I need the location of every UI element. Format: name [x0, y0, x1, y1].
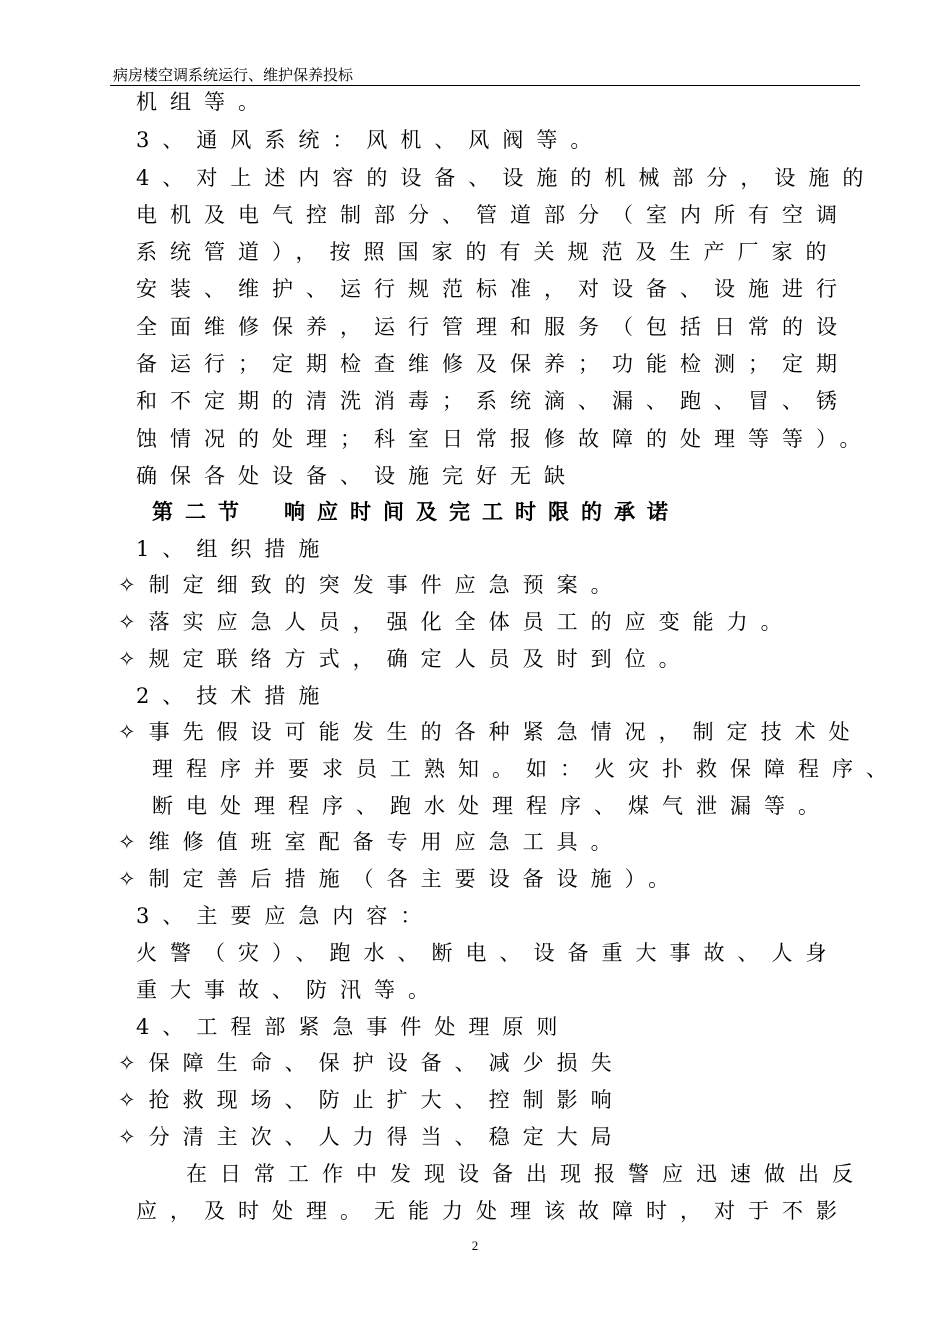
- text-line: 安装、维护、运行规范标准，对设备、设施进行: [136, 277, 850, 301]
- text-line: 理程序并要求员工熟知。如：火灾扑救保障程序、: [152, 757, 900, 781]
- page-number: 2: [471, 1238, 479, 1253]
- text-line: 1、组织措施: [136, 537, 333, 561]
- bullet-item: ✧事先假设可能发生的各种紧急情况，制定技术处: [118, 720, 863, 744]
- bullet-item: ✧制定细致的突发事件应急预案。: [118, 573, 625, 597]
- bullet-item: ✧分清主次、人力得当、稳定大局: [118, 1125, 625, 1149]
- text-line: 3、通风系统：风机、风阀等。: [136, 128, 605, 152]
- bullet-item: ✧保障生命、保护设备、减少损失: [118, 1051, 625, 1075]
- text-line: 4、工程部紧急事件处理原则: [136, 1015, 571, 1039]
- bullet-item: ✧落实应急人员，强化全体员工的应变能力。: [118, 610, 795, 634]
- text-line: 在日常工作中发现设备出现报警应迅速做出反: [186, 1162, 866, 1186]
- text-line: 蚀情况的处理；科室日常报修故障的处理等等）。: [136, 427, 874, 451]
- text-line: 3、主要应急内容：: [136, 904, 435, 928]
- text-line: 和不定期的清洗消毒；系统滴、漏、跑、冒、锈: [136, 389, 850, 413]
- text-line: 4、对上述内容的设备、设施的机械部分，设施的: [136, 166, 877, 190]
- text-line: 机组等。: [136, 90, 272, 114]
- text-line: 火警（灾）、跑水、断电、设备重大事故、人身: [136, 941, 840, 965]
- text-line: 确保各处设备、设施完好无缺: [136, 464, 578, 488]
- section-heading: 第二节 响应时间及完工时限的承诺: [152, 499, 680, 524]
- header-rule: [110, 85, 860, 86]
- text-line: 电机及电气控制部分、管道部分（室内所有空调: [136, 203, 850, 227]
- document-header: 病房楼空调系统运行、维护保养投标: [113, 66, 354, 84]
- bullet-item: ✧抢救现场、防止扩大、控制影响: [118, 1088, 625, 1112]
- text-line: 系统管道），按照国家的有关规范及生产厂家的: [136, 240, 840, 264]
- bullet-item: ✧维修值班室配备专用应急工具。: [118, 830, 625, 854]
- bullet-item: ✧规定联络方式，确定人员及时到位。: [118, 647, 693, 671]
- text-line: 2、技术措施: [136, 684, 333, 708]
- text-line: 应，及时处理。无能力处理该故障时，对于不影: [136, 1199, 850, 1223]
- text-line: 全面维修保养，运行管理和服务（包括日常的设: [136, 315, 850, 339]
- text-line: 断电处理程序、跑水处理程序、煤气泄漏等。: [152, 794, 832, 818]
- text-line: 重大事故、防汛等。: [136, 978, 442, 1002]
- bullet-item: ✧制定善后措施（各主要设备设施）。: [118, 867, 683, 891]
- text-line: 备运行；定期检查维修及保养；功能检测；定期: [136, 352, 850, 376]
